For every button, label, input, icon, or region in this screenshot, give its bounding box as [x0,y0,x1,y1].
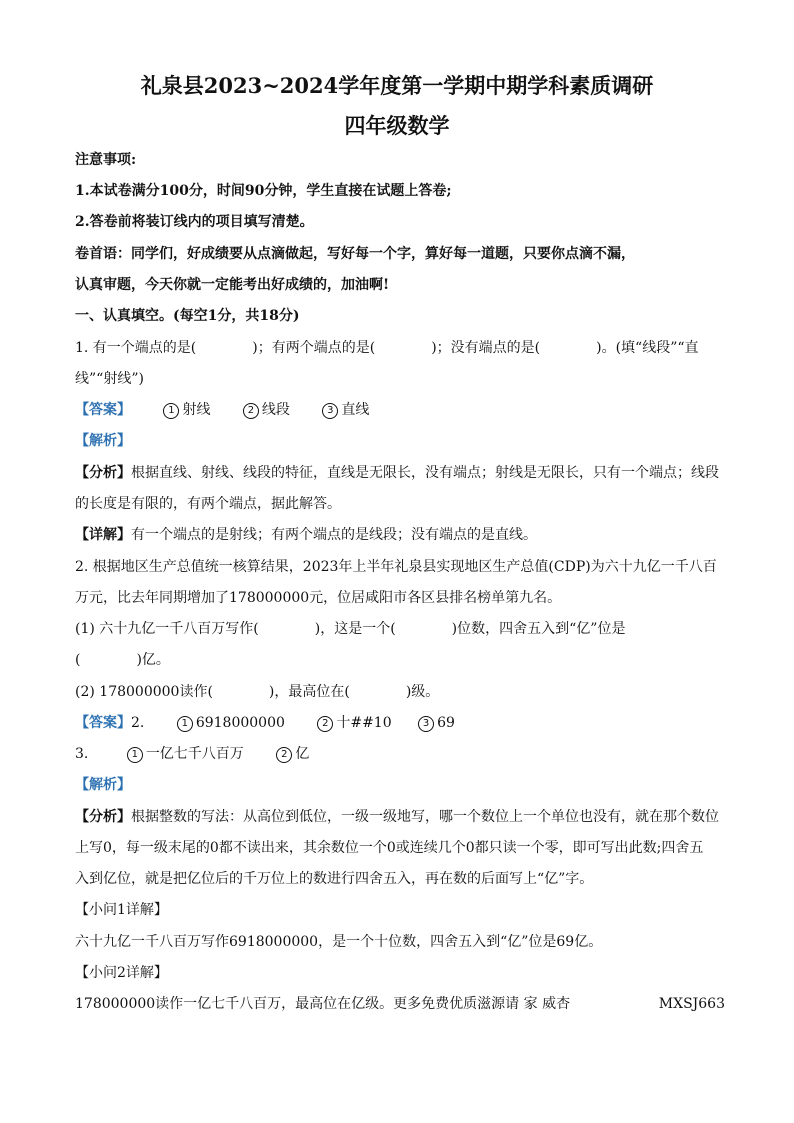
q1-analysis-line-1: 【分析】根据直线、射线、线段的特征，直线是无限长，没有端点；射线是无限长，只有一个端点；线段 [75,465,719,481]
watermark-code: MXSJ663 [658,996,725,1012]
q2-analysis-line-2: 上写0，每一级末尾的0都不读出来，其余数位一个0或连续几个0都只读一个零，即可写出此数;四舍五 [75,840,704,856]
circled-number-icon: 1 [163,403,179,419]
preface-line-1: 卷首语：同学们，好成绩要从点滴做起，写好每一个字，算好每一道题，只要你点滴不漏， [75,246,635,262]
circled-number-icon: 2 [276,747,292,763]
q1-text-line-2: 线”“射线”) [75,371,144,387]
answer-item: 3 69 [418,715,455,731]
circled-number-icon: 3 [322,403,338,419]
q2-answer-row-1: 【答案】2. 1 6918000000 2 十##10 3 69 [75,715,455,731]
answer-item: 2 线段 [243,402,290,418]
answer-item: 1 一亿七千八百万 [127,746,244,762]
notes-heading: 注意事项: [75,152,137,168]
circled-number-icon: 1 [177,716,193,732]
preface-line-2: 认真审题，今天你就一定能考出好成绩的，加油啊! [75,277,390,293]
circled-number-icon: 2 [317,716,333,732]
q2-text-line-2: 万元，比去年同期增加了178000000元，位居咸阳市各区县排名榜单第九名。 [75,590,562,606]
q1-analysis-line-2: 的长度是有限的，有两个端点，据此解答。 [75,496,341,512]
q1-text-line-1: 1. 有一个端点的是( )；有两个端点的是( )；没有端点的是( )。(填“线段”“直 [75,340,699,356]
sub1-detail: 六十九亿一千八百万写作6918000000，是一个十位数，四舍五入到“亿”位是69亿。 [75,934,603,950]
q1-detail: 【详解】有一个端点的是射线；有两个端点的是线段；没有端点的是直线。 [75,527,537,543]
answer-item: 2 亿 [276,746,309,762]
q2-answer-row-2: 3. 1 一亿七千八百万 2 亿 [75,746,310,762]
answer-tag: 【答案】 [75,402,131,418]
note-1: 1.本试卷满分100分，时间90分钟，学生直接在试题上答卷; [75,183,452,199]
q2-sub2: (2) 178000000读作( )，最高位在( )级。 [75,684,440,700]
circled-number-icon: 2 [243,403,259,419]
answer-tag: 【答案】 [75,715,131,731]
q2-analysis-line-3: 入到亿位，就是把亿位后的千万位上的数进行四舍五入，再在数的后面写上“亿”字。 [75,871,594,887]
answer-item: 2 十##10 [317,715,391,731]
answer-item: 1 射线 [163,402,210,418]
sub1-tag: 【小问1详解】 [75,902,168,918]
q2-analysis-line-1: 【分析】根据整数的写法：从高位到低位，一级一级地写，哪一个数位上一个单位也没有，就在那个数位 [75,809,719,825]
page-title: 礼泉县2023~2024学年度第一学期中期学科素质调研 [140,73,654,98]
note-2: 2.答卷前将装订线内的项目填写清楚。 [75,214,314,230]
q2-sub1-line-1: (1) 六十九亿一千八百万写作( )，这是一个( )位数，四舍五入到“亿”位是 [75,621,626,637]
q1-answer [75,400,725,420]
detail-label: 【详解】 [75,527,131,543]
circled-number-icon: 3 [418,716,434,732]
sub2-tag: 【小问2详解】 [75,965,168,981]
section-heading: 一、认真填空。(每空1分，共18分) [75,308,300,324]
q2-analysis-tag: 【解析】 [75,777,131,793]
answer-item: 3 直线 [322,402,369,418]
q2-sub1-line-2: ( )亿。 [75,652,170,668]
analysis-label: 【分析】 [75,809,131,825]
q2-text-line-1: 2. 根据地区生产总值统一核算结果，2023年上半年礼泉县实现地区生产总值(CDP)为六十九亿一千八百 [75,559,717,575]
analysis-label: 【分析】 [75,465,131,481]
q1-analysis-tag: 【解析】 [75,433,131,449]
page-subtitle: 四年级数学 [344,113,450,138]
circled-number-icon: 1 [127,747,143,763]
sub2-detail: 178000000读作一亿七千八百万，最高位在亿级。更多免费优质滋源请 家 威杏 MXSJ663 [75,996,725,1012]
answer-item: 1 6918000000 [177,715,285,731]
